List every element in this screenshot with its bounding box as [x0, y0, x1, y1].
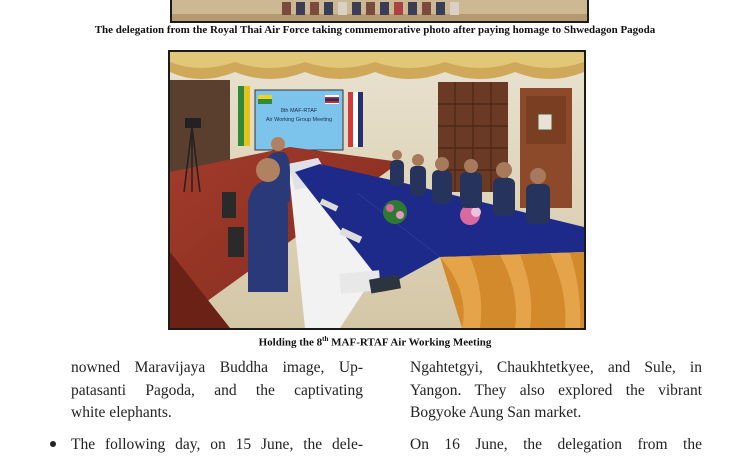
screen-subtitle: Air Working Group Meeting [265, 117, 333, 123]
left-line-3: white elephants. [71, 404, 172, 421]
right-line-1: Ngahtetgyi, Chaukhtetkyee, and Sule, in [410, 359, 702, 376]
group-photo-image [172, 0, 587, 21]
meeting-photo [168, 50, 586, 330]
group-photo [170, 0, 589, 23]
screen-title: 8th MAF-RTAF [280, 108, 318, 114]
top-photo-caption: The delegation from the Royal Thai Air Force taking commemorative photo after paying homage to Shwedagon Pagoda [94, 24, 656, 36]
right-column [410, 357, 702, 456]
bullet-line-1: The following day, on 15 June, the dele- [71, 435, 363, 453]
left-line-1: nowned Maravijaya Buddha image, Up- [71, 359, 363, 376]
bullet-marker [50, 441, 56, 447]
right-line-2: Yangon. They also explored the vibrant [410, 381, 702, 399]
meeting-photo-image [170, 52, 584, 328]
meeting-photo-caption: Holding the 8th MAF-RTAF Air Working Meeting [258, 335, 492, 349]
left-line-2: patasanti Pagoda, and the captivating [71, 381, 363, 399]
right-line-4: On 16 June, the delegation from the [410, 435, 702, 453]
right-line-3: Bogyoke Aung San market. [410, 404, 582, 421]
left-column [71, 357, 363, 456]
